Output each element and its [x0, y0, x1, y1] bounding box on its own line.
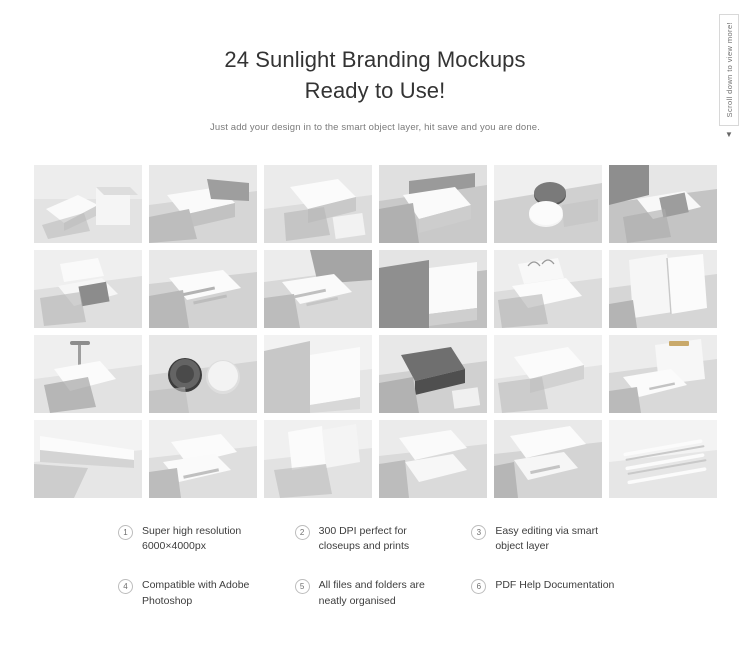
gallery-thumb[interactable] [379, 165, 487, 243]
feature-list [118, 524, 648, 609]
feature-number: 4 [118, 579, 133, 594]
mockup-textured-square-card [609, 165, 717, 243]
gallery-thumb[interactable] [264, 420, 372, 498]
feature-label: PDF Help Documentation [495, 579, 615, 592]
gallery-thumb[interactable] [609, 165, 717, 243]
mockup-mesh-panel [379, 335, 487, 413]
feature-label: Super high resolution 6000×4000px [142, 525, 242, 553]
mockup-folder-angle [379, 250, 487, 328]
mockup-clipboard-gold-clip [609, 335, 717, 413]
gallery-thumb[interactable] [264, 335, 372, 413]
mockup-two-pens-card [149, 250, 257, 328]
mockup-leaning-cards [264, 420, 372, 498]
mockup-long-white-ramp [34, 420, 142, 498]
list-item [118, 578, 295, 608]
mockup-envelope-diagonal [379, 165, 487, 243]
gallery-thumb[interactable] [149, 165, 257, 243]
mockup-two-round-jars [149, 335, 257, 413]
mockup-business-card-stack [34, 165, 142, 243]
mockup-card-on-block [264, 165, 372, 243]
scroll-hint-label: Scroll down to view more! [724, 22, 734, 118]
mockup-open-notebook [609, 250, 717, 328]
mockup-box-with-mesh [34, 250, 142, 328]
feature-number: 6 [471, 579, 486, 594]
chevron-down-icon: ▼ [725, 130, 733, 139]
feature-label: Compatible with Adobe Photoshop [142, 579, 250, 607]
mockup-card-pair-corner [264, 250, 372, 328]
page-subtitle: Just add your design in to the smart object layer, hit save and you are done. [210, 122, 540, 134]
feature-label: Easy editing via smart object layer [495, 525, 599, 553]
gallery-thumb[interactable] [609, 420, 717, 498]
mockup-gallery [31, 165, 719, 498]
gallery-thumb[interactable] [149, 420, 257, 498]
mockup-paper-sheets-flat [379, 420, 487, 498]
mockup-three-pens [609, 420, 717, 498]
list-item [295, 578, 472, 608]
feature-number: 5 [295, 579, 310, 594]
mockup-card-grid-blocks [494, 420, 602, 498]
page-title-line2: Ready to Use! [304, 78, 446, 104]
gallery-thumb[interactable] [494, 250, 602, 328]
page-title [0, 44, 750, 106]
gallery-thumb[interactable] [34, 420, 142, 498]
feature-number: 3 [471, 525, 486, 540]
list-item [471, 578, 648, 608]
gallery-thumb[interactable] [609, 335, 717, 413]
feature-number: 2 [295, 525, 310, 540]
gallery-thumb[interactable] [494, 165, 602, 243]
gallery-thumb[interactable] [34, 335, 142, 413]
feature-number: 1 [118, 525, 133, 540]
gallery-thumb[interactable] [34, 250, 142, 328]
gallery-thumb[interactable] [494, 420, 602, 498]
page-title-line1: 24 Sunlight Branding Mockups [224, 47, 526, 72]
feature-label: 300 DPI perfect for closeups and prints [318, 525, 410, 553]
gallery-thumb[interactable] [34, 165, 142, 243]
mockup-round-container-lid [494, 165, 602, 243]
mockup-card-on-edge-light [264, 335, 372, 413]
gallery-thumb[interactable] [379, 420, 487, 498]
scroll-hint-box [719, 14, 739, 126]
gallery-thumb[interactable] [379, 250, 487, 328]
header [0, 0, 750, 133]
gallery-thumb[interactable] [264, 165, 372, 243]
list-item [471, 524, 648, 554]
gallery-thumb[interactable] [609, 250, 717, 328]
gallery-thumb[interactable] [149, 250, 257, 328]
gallery-thumb[interactable] [264, 250, 372, 328]
mockup-paper-bag-set [494, 250, 602, 328]
scroll-hint [718, 14, 740, 144]
list-item [118, 524, 295, 554]
feature-label: All files and folders are neatly organised [318, 579, 425, 607]
gallery-thumb[interactable] [494, 335, 602, 413]
mockup-folded-paper-shadow [149, 165, 257, 243]
list-item [295, 524, 472, 554]
mockup-stacked-blocks [494, 335, 602, 413]
mockup-clip-stand-card [34, 335, 142, 413]
gallery-thumb[interactable] [379, 335, 487, 413]
gallery-thumb[interactable] [149, 335, 257, 413]
mockup-cards-with-pen [149, 420, 257, 498]
